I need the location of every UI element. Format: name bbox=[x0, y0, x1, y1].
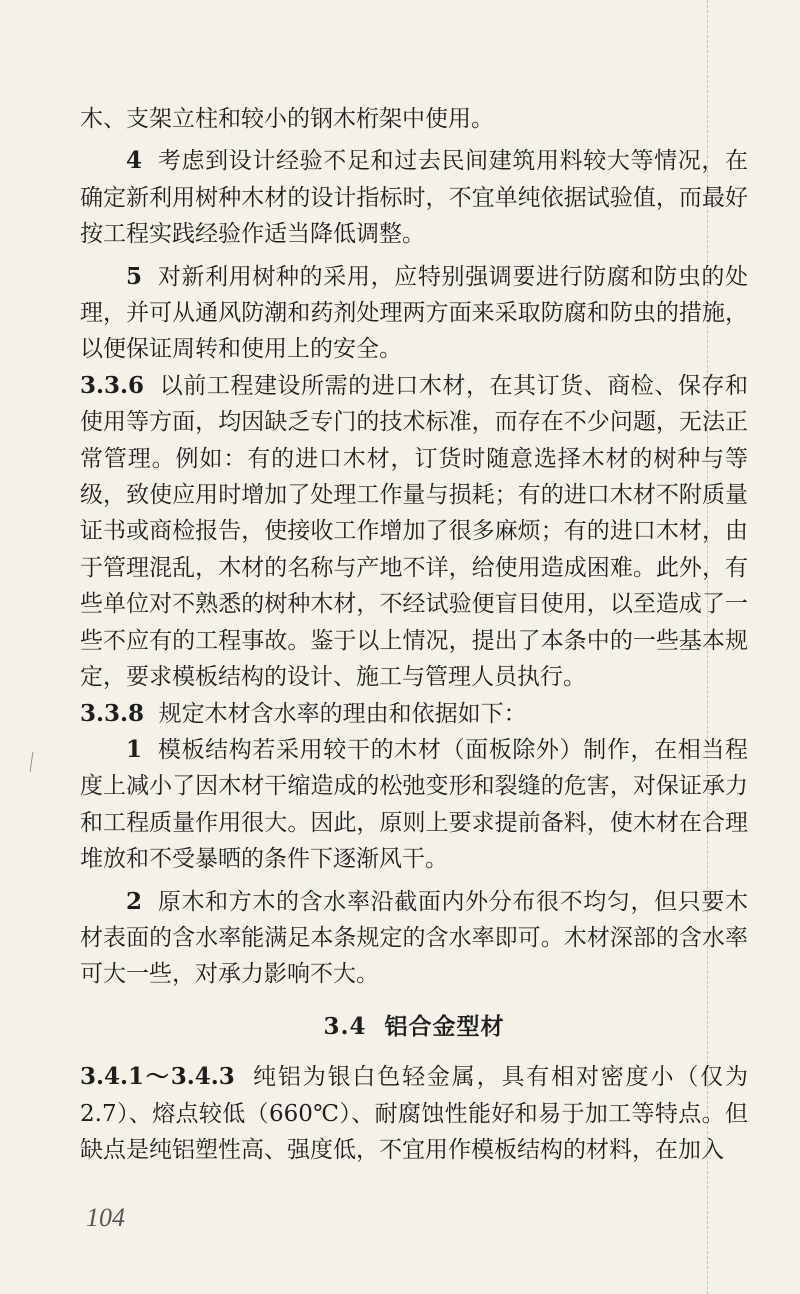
paragraph-continuation bbox=[80, 101, 748, 137]
list-item-5 bbox=[80, 259, 748, 368]
clause-number: 3.3.8 bbox=[80, 699, 145, 727]
section-title: 铝合金型材 bbox=[384, 1012, 505, 1040]
paragraph-text: 对新利用树种的采用，应特别强调要进行防腐和防虫的处理，并可从通风防潮和药剂处理两方面来采取防腐和防虫的措施，以便保证周转和使用上的安全。 bbox=[80, 263, 749, 363]
list-item-2 bbox=[80, 884, 748, 993]
clause-3-3-8 bbox=[80, 696, 748, 732]
page-number: 104 bbox=[86, 1203, 125, 1232]
scan-mark bbox=[30, 752, 34, 772]
item-number: 4 bbox=[126, 147, 143, 175]
list-item-1 bbox=[80, 732, 748, 878]
clause-number: 3.3.6 bbox=[80, 371, 145, 399]
clause-3-4-1 bbox=[80, 1059, 748, 1168]
item-number: 1 bbox=[126, 735, 143, 763]
paragraph-text: 模板结构若采用较干的木材（面板除外）制作，在相当程度上减小了因木材干缩造成的松弛变形和裂缝的危害，对保证承力和工程质量作用很大。因此，原则上要求提前备料，使木材在合理堆放和不受暴晒的条件下逐渐风干。 bbox=[80, 736, 749, 873]
section-number: 3.4 bbox=[323, 1012, 367, 1040]
paragraph-text: 以前工程建设所需的进口木材，在其订货、商检、保存和使用等方面，均因缺乏专门的技术标准，而存在不少问题，无法正常管理。例如：有的进口木材，订货时随意选择木材的树种与等级，致使应用时增加了处理工作量与损耗；有的进口木材不附质量证书或商检报告，使接收工作增加了很多麻烦；有的进口木材，由于管理混乱，木材的名称与产地不详，给使用造成困难。此外，有些单位对不熟悉的树种木材，不经试验便盲目使用，以至造成了一些不应有的工程事故。鉴于以上情况，提出了本条中的一些基本规定，要求模板结构的设计、施工与管理人员执行。 bbox=[80, 372, 749, 691]
list-item-4 bbox=[80, 143, 748, 252]
item-number: 5 bbox=[126, 262, 143, 290]
section-heading bbox=[80, 1009, 748, 1045]
paragraph-text: 纯铝为银白色轻金属，具有相对密度小（仅为2.7）、熔点较低（660℃）、耐腐蚀性能好和易于加工等特点。但缺点是纯铝塑性高、强度低，不宜用作模板结构的材料，在加入 bbox=[80, 1064, 749, 1163]
clause-number: 3.4.1～3.4.3 bbox=[80, 1063, 235, 1091]
item-number: 2 bbox=[126, 887, 143, 915]
paragraph-text: 规定木材含水率的理由和依据如下： bbox=[158, 700, 527, 727]
body-text bbox=[80, 101, 748, 1168]
clause-3-3-6 bbox=[80, 368, 748, 696]
paragraph-text: 木、支架立柱和较小的钢木桁架中使用。 bbox=[80, 106, 494, 132]
paragraph-text: 原木和方木的含水率沿截面内外分布很不均匀，但只要木材表面的含水率能满足本条规定的含水率即可。木材深部的含水率可大一些，对承力影响不大。 bbox=[80, 888, 749, 988]
paragraph-text: 考虑到设计经验不足和过去民间建筑用料较大等情况，在确定新利用树种木材的设计指标时，不宜单纯依据试验值，而最好按工程实践经验作适当降低调整。 bbox=[80, 148, 749, 248]
